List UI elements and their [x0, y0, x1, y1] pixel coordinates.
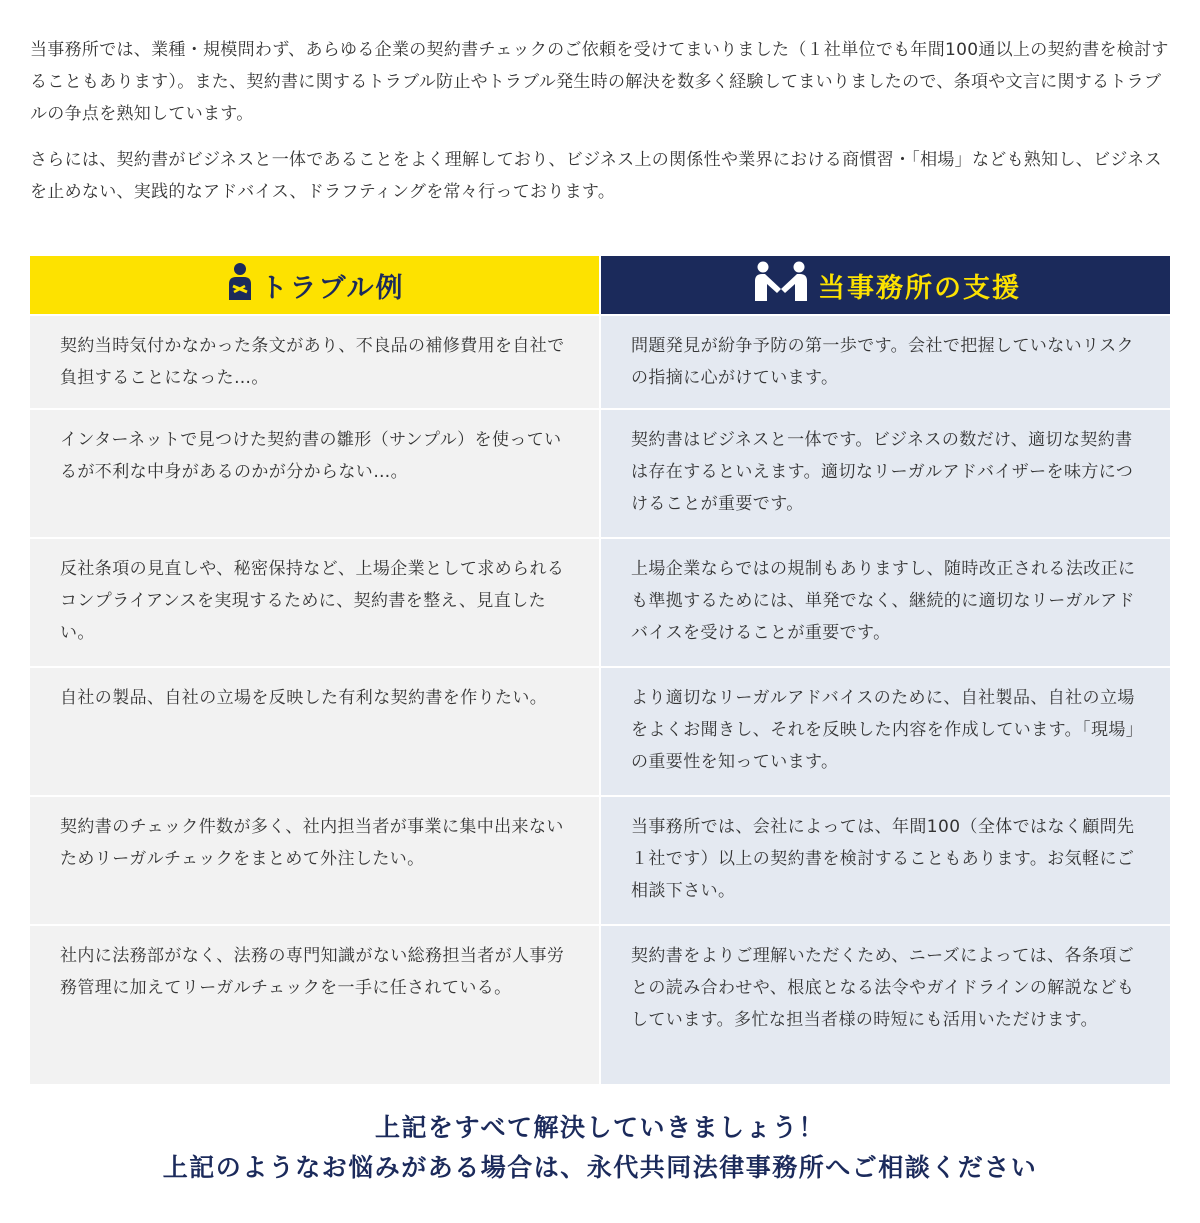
table-row [30, 408, 1170, 537]
intro-paragraph-2: さらには、契約書がビジネスと一体であることをよく理解しており、ビジネス上の関係性や業界における商慣習・「相場」なども熟知し、ビジネスを止めない、実践的なアドバイス、ドラフティングを常々行っております。 [30, 150, 1162, 202]
support-cell: 上場企業ならではの規制もありますし、随時改正される法改正にも準拠するためには、単発でなく、継続的に適切なリーガルアドバイスを受けることが重要です。 [601, 539, 1170, 666]
support-cell: 問題発見が紛争予防の第一歩です。会社で把握していないリスクの指摘に心がけています。 [601, 316, 1170, 408]
trouble-cell: 自社の製品、自社の立場を反映した有利な契約書を作りたい。 [30, 668, 599, 795]
handshake-people-icon [750, 261, 818, 310]
table-row [30, 795, 1170, 924]
intro-section [30, 34, 1175, 222]
cta-line-1: 上記をすべて解決していきましょう！ [374, 1113, 825, 1142]
table-row [30, 314, 1170, 408]
table-row [30, 666, 1170, 795]
support-header-label: 当事務所の支援 [818, 272, 1021, 304]
trouble-cell: 反社条項の見直しや、秘密保持など、上場企業として求められるコンプライアンスを実現するために、契約書を整え、見直したい。 [30, 539, 599, 666]
trouble-cell: インターネットで見つけた契約書の雛形（サンプル）を使っているが不利な中身があるのかが分からない…。 [30, 410, 599, 537]
support-cell: 契約書をよりご理解いただくため、ニーズによっては、各条項ごとの読み合わせや、根底となる法令やガイドラインの解説などもしています。多忙な担当者様の時短にも活用いただけます。 [601, 926, 1170, 1084]
table-row [30, 537, 1170, 666]
table-header-row [30, 256, 1170, 314]
support-cell: 契約書はビジネスと一体です。ビジネスの数だけ、適切な契約書は存在するといえます。適切なリーガルアドバイザーを味方につけることが重要です。 [601, 410, 1170, 537]
trouble-header [30, 256, 599, 314]
intro-paragraph-1: 当事務所では、業種・規模問わず、あらゆる企業の契約書チェックのご依頼を受けてまいりました（１社単位でも年間100通以上の契約書を検討することもあります）。また、契約書に関するトラブル防止やトラブル発生時の解決を数多く経験してまいりましたので、条項や文言に関するトラブルの争点を熟知しています。 [30, 40, 1169, 124]
trouble-header-label: トラブル例 [260, 272, 405, 304]
cta-line-2: 上記のようなお悩みがある場合は、永代共同法律事務所へご相談ください [162, 1153, 1038, 1182]
comparison-table [30, 256, 1170, 1084]
worried-person-icon [225, 262, 261, 309]
support-header [601, 256, 1170, 314]
table-row [30, 924, 1170, 1084]
call-to-action [0, 1108, 1200, 1188]
support-cell: 当事務所では、会社によっては、年間100（全体ではなく顧問先１社です）以上の契約書を検討することもあります。お気軽にご相談下さい。 [601, 797, 1170, 924]
trouble-cell: 契約書のチェック件数が多く、社内担当者が事業に集中出来ないためリーガルチェックをまとめて外注したい。 [30, 797, 599, 924]
support-cell: より適切なリーガルアドバイスのために、自社製品、自社の立場をよくお聞きし、それを反映した内容を作成しています。「現場」の重要性を知っています。 [601, 668, 1170, 795]
trouble-cell: 社内に法務部がなく、法務の専門知識がない総務担当者が人事労務管理に加えてリーガルチェックを一手に任されている。 [30, 926, 599, 1084]
trouble-cell: 契約当時気付かなかった条文があり、不良品の補修費用を自社で負担することになった…。 [30, 316, 599, 408]
